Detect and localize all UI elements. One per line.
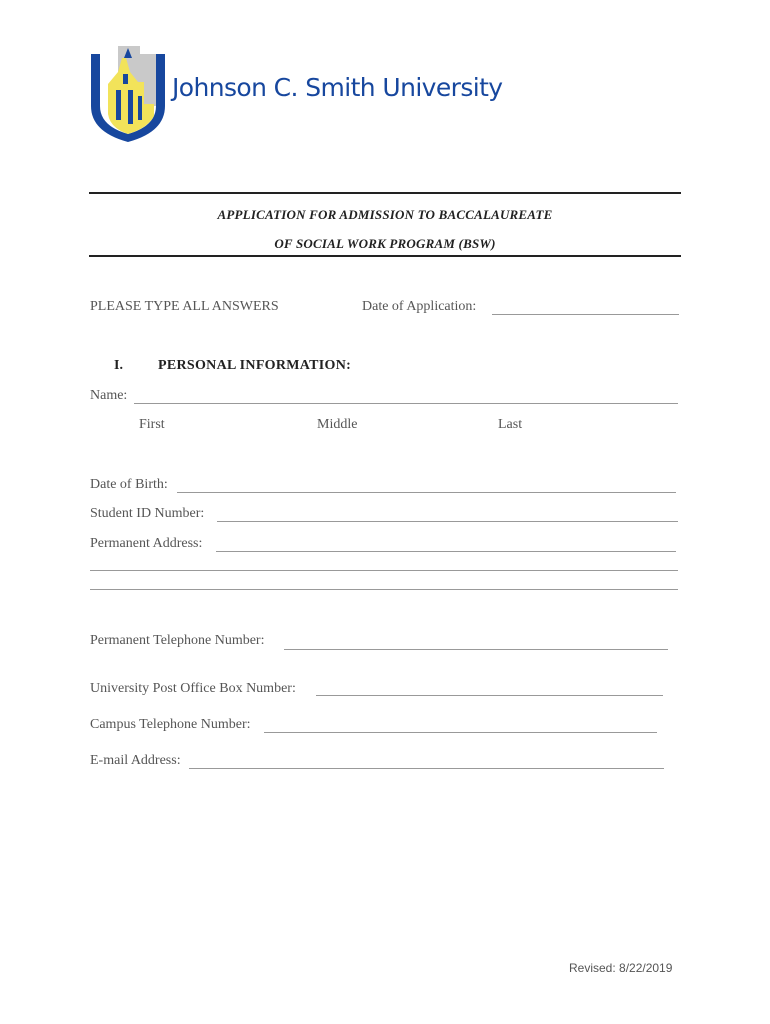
permanent-address-field-2[interactable] bbox=[90, 570, 678, 571]
section-number: I. bbox=[114, 358, 123, 373]
type-instructions: PLEASE TYPE ALL ANSWERS bbox=[90, 299, 279, 314]
university-logo bbox=[88, 44, 178, 144]
title-top-rule bbox=[89, 192, 681, 194]
title-bottom-rule bbox=[89, 255, 681, 257]
name-field[interactable] bbox=[134, 403, 678, 404]
permanent-address-label: Permanent Address: bbox=[90, 536, 203, 551]
section-title: PERSONAL INFORMATION: bbox=[158, 358, 352, 373]
email-label: E-mail Address: bbox=[90, 753, 181, 768]
campus-phone-label: Campus Telephone Number: bbox=[90, 717, 251, 732]
date-of-application-field[interactable] bbox=[492, 314, 679, 315]
campus-phone-field[interactable] bbox=[264, 732, 657, 733]
student-id-field[interactable] bbox=[217, 521, 678, 522]
dob-label: Date of Birth: bbox=[90, 477, 168, 492]
revised-date: Revised: 8/22/2019 bbox=[569, 961, 673, 975]
email-field[interactable] bbox=[189, 768, 664, 769]
po-box-label: University Post Office Box Number: bbox=[90, 681, 296, 696]
permanent-phone-label: Permanent Telephone Number: bbox=[90, 633, 265, 648]
permanent-address-field-1[interactable] bbox=[216, 551, 676, 552]
student-id-label: Student ID Number: bbox=[90, 506, 205, 521]
name-middle-caption: Middle bbox=[317, 417, 358, 432]
form-title-line-1: APPLICATION FOR ADMISSION TO BACCALAUREATE bbox=[217, 207, 553, 222]
name-last-caption: Last bbox=[498, 417, 523, 432]
name-first-caption: First bbox=[139, 417, 165, 432]
date-of-application-label: Date of Application: bbox=[362, 299, 477, 314]
name-label: Name: bbox=[90, 388, 128, 403]
po-box-field[interactable] bbox=[316, 695, 663, 696]
permanent-phone-field[interactable] bbox=[284, 649, 668, 650]
form-title-line-2: OF SOCIAL WORK PROGRAM (BSW) bbox=[274, 236, 496, 251]
permanent-address-field-3[interactable] bbox=[90, 589, 678, 590]
dob-field[interactable] bbox=[177, 492, 676, 493]
university-name: Johnson C. Smith University bbox=[172, 73, 503, 102]
